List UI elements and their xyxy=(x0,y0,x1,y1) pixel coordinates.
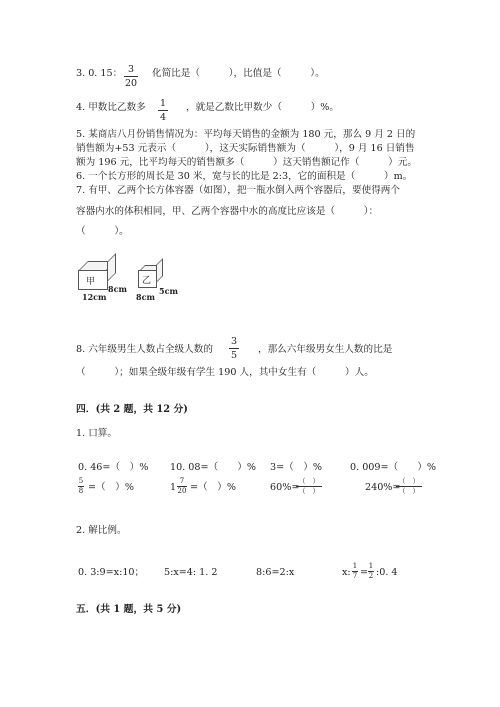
container-jia xyxy=(78,270,108,290)
q7-line-3: （ ）。 xyxy=(76,226,129,237)
ratio-4-frac-1-num: 1 xyxy=(352,562,358,570)
calc-2-1-suffix: =（ ）% xyxy=(88,482,134,493)
q5-line-3: 额为 196 元，比平均每天的销售额多（ ）这天销售额记作（ ）元。 xyxy=(76,157,418,168)
q2-title: 2. 解比例。 xyxy=(76,525,127,536)
calc-2-4-den: （ ） xyxy=(398,487,420,495)
q8-prefix: 8. 六年级男生人数占全级人数的 xyxy=(76,344,213,355)
container-yi-width: 8cm xyxy=(136,292,155,302)
ratio-4-equals: = xyxy=(360,567,369,578)
ratio-4-frac-1 xyxy=(352,563,358,580)
q3-fraction xyxy=(124,64,138,89)
container-yi-height: 5cm xyxy=(159,286,178,296)
q4-suffix: ，就是乙数比甲数少（ ）%。 xyxy=(186,102,340,113)
q3-suffix: 化简比是（ ），比值是（ ）。 xyxy=(152,68,325,79)
calc-2-2-fraction xyxy=(177,478,187,495)
calc-2-3-prefix: 60%= xyxy=(270,482,300,493)
calc-2-2-whole: 1 xyxy=(170,482,177,493)
q5-line-1: 5. 某商店八月份销售情况为：平均每天销售的金额为 180 元，那么 9 月 2 日的 xyxy=(76,129,416,140)
q8-frac-num: 3 xyxy=(230,336,238,347)
q4-prefix: 4. 甲数比乙数多 xyxy=(76,102,146,113)
ratio-3: 8:6=2:x xyxy=(256,567,295,578)
q4-frac-num: 1 xyxy=(159,98,167,109)
q4-frac-den: 4 xyxy=(159,112,167,123)
section-4-title: 四．(共 2 题，共 12 分) xyxy=(76,404,188,415)
ratio-4-suffix: :0. 4 xyxy=(376,567,398,578)
calc-2-4-prefix: 240%= xyxy=(365,482,401,493)
ratio-4-frac-1-den: 7 xyxy=(352,572,358,580)
calc-1-3: 3=（ ）% xyxy=(270,462,323,473)
calc-2-4-num: （ ） xyxy=(398,477,420,485)
q8-fraction xyxy=(229,336,239,361)
calc-2-3-fraction xyxy=(296,478,322,495)
q3-prefix: 3. 0. 15： xyxy=(76,68,123,79)
q3-frac-num: 3 xyxy=(127,64,135,75)
calc-2-4-fraction xyxy=(396,478,422,495)
ratio-4-frac-2-den: 2 xyxy=(368,572,374,580)
ratio-4-frac-2-num: 1 xyxy=(368,562,374,570)
calc-2-3-den: （ ） xyxy=(298,487,320,495)
calc-2-2-suffix: =（ ）% xyxy=(190,482,236,493)
container-jia-label: 甲 xyxy=(86,277,96,287)
ratio-1: 0. 3:9=x:10； xyxy=(78,567,145,578)
container-yi xyxy=(138,270,157,288)
q5-line-2: 销售额为+53 元表示（ ），这天实际销售额为（ ），9 月 16 日销售 xyxy=(76,143,415,154)
calc-1-1: 0. 46=（ ）% xyxy=(78,462,149,473)
container-yi-label: 乙 xyxy=(142,276,152,286)
calc-2-3-num: （ ） xyxy=(298,477,320,485)
calc-2-2-num: 7 xyxy=(179,477,185,485)
q3-frac-den: 20 xyxy=(124,78,138,89)
q7-line-1: 7. 有甲、乙两个长方体容器（如图），把一瓶水倒入两个容器后，要使得两个 xyxy=(76,185,400,196)
container-jia-side xyxy=(107,253,116,282)
container-jia-height: 8cm xyxy=(108,284,127,294)
ratio-4-frac-2 xyxy=(368,563,374,580)
q4-fraction xyxy=(158,98,168,123)
container-yi-side xyxy=(156,258,163,283)
container-jia-width: 12cm xyxy=(82,292,107,302)
ratio-4-prefix: x: xyxy=(342,567,351,578)
calc-1-2: 10. 08=（ ）% xyxy=(170,462,257,473)
calc-2-2-den: 20 xyxy=(177,487,187,495)
ratio-2: 5:x=4: 1. 2 xyxy=(164,567,218,578)
calc-2-1-num: 5 xyxy=(78,477,84,485)
section-5-title: 五．(共 1 题，共 5 分) xyxy=(76,604,182,615)
q7-line-2: 容器内水的体积相同，甲、乙两个容器中水的高度比应该是（ ）： xyxy=(76,206,379,217)
calc-2-1-fraction xyxy=(78,478,84,495)
calc-1-4: 0. 009=（ ）% xyxy=(350,462,437,473)
q8-line-2: （ ）；如果全级年级有学生 190 人，其中女生有（ ）人。 xyxy=(76,367,374,378)
calc-2-1-den: 8 xyxy=(78,487,84,495)
containers-figure xyxy=(74,258,178,306)
section-4-q1: 1. 口算。 xyxy=(76,428,117,439)
q6-text: 6. 一个长方形的周长是 30 米，宽与长的比是 2:3，它的面积是（ ）m。 xyxy=(76,171,413,182)
q8-frac-den: 5 xyxy=(230,350,238,361)
q8-suffix: ，那么六年级男女生人数的比是 xyxy=(258,344,393,355)
